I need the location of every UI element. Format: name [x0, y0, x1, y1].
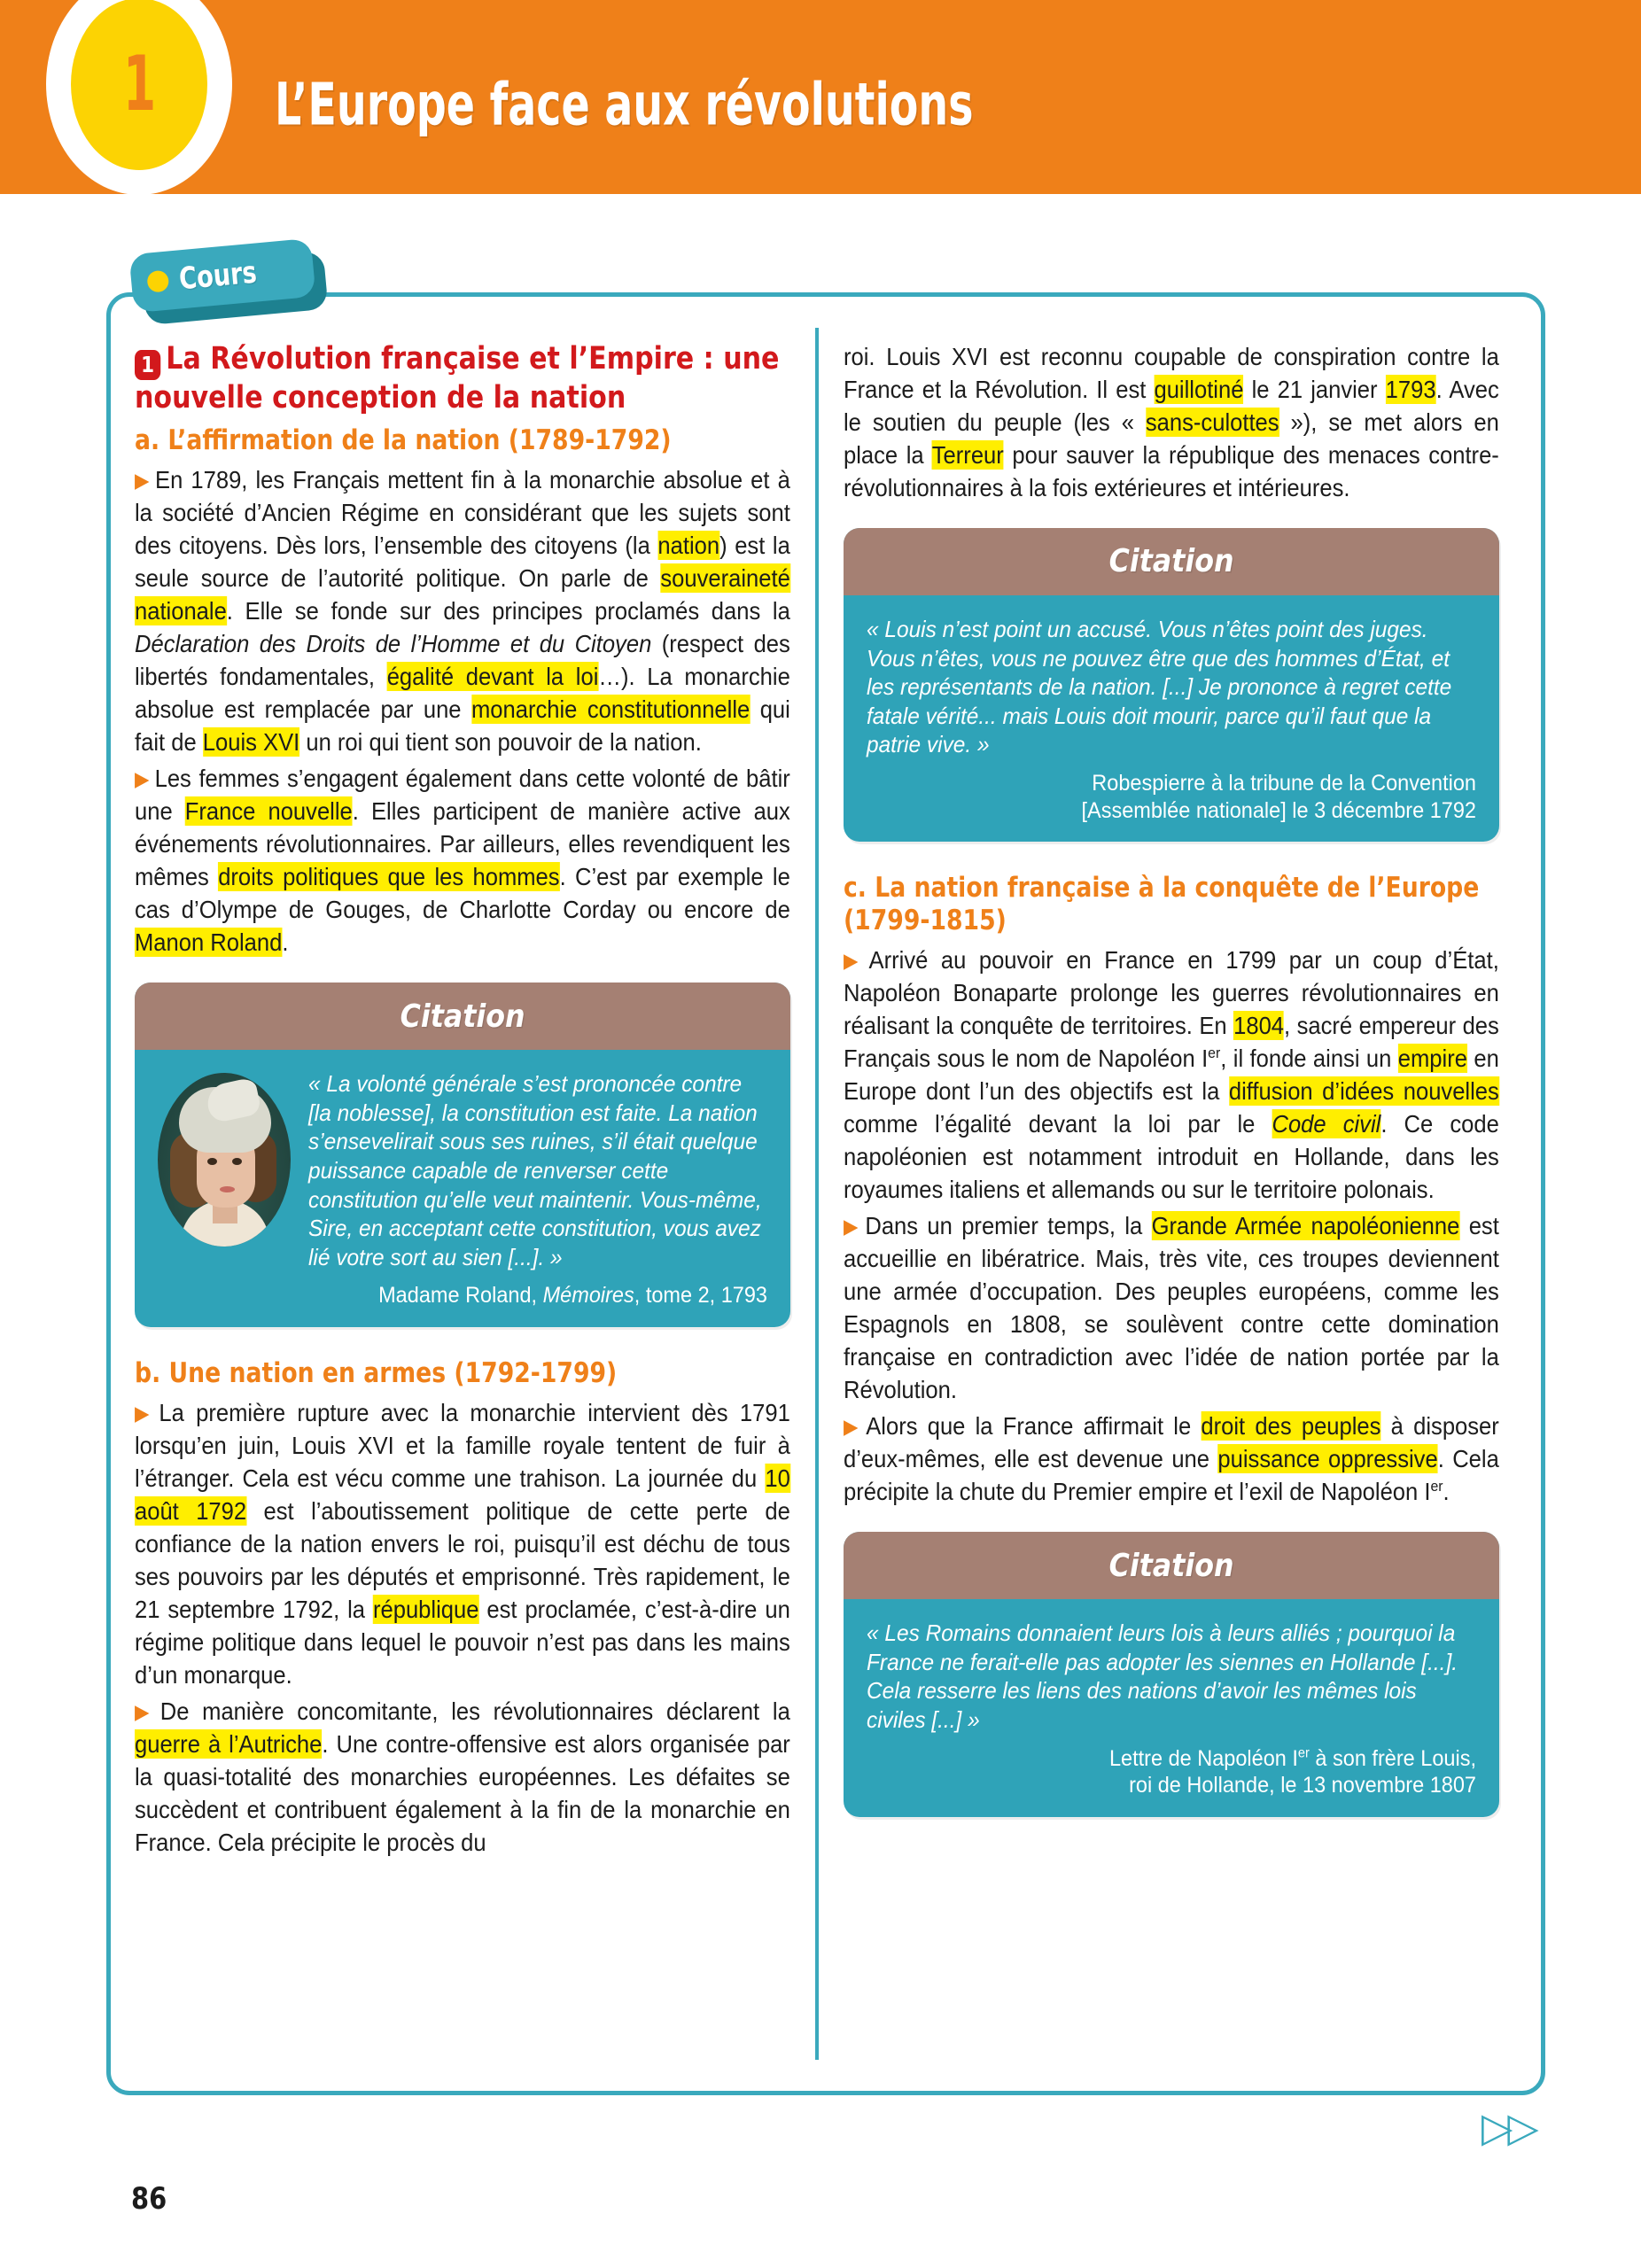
text-run: . Ce code napoléonien est notamment introduit en Hollande, dans les royaumes italiens et allemands ou sur le territoire polonais.: [844, 1110, 1499, 1204]
text-run: Arrivé au pouvoir en France en 1799 par un coup d’État, Napoléon Bonaparte prolonge les guerres révolutionnaires en réalisant la conquête de territoires. En: [844, 946, 1499, 1040]
ordinal-superscript: er: [1430, 1478, 1443, 1495]
highlight-term: guerre à l’Autriche: [135, 1729, 323, 1758]
text-run: Lettre de Napoléon I: [1108, 1745, 1298, 1771]
subsection-heading-b: b. Une nation en armes (1792-1799): [135, 1356, 618, 1389]
citation-source: [903, 1745, 1476, 1799]
highlight-term: 1804: [1233, 1012, 1285, 1040]
citation-card-roland: [135, 983, 790, 1327]
highlight-term: droit des peuples: [1201, 1412, 1381, 1441]
italic-title: Déclaration des Droits de l’Homme et du Citoyen: [135, 630, 652, 658]
italic-title: Mémoires: [542, 1283, 634, 1309]
portrait-madame-roland: [158, 1073, 291, 1247]
chapter-number-badge: [71, 0, 207, 170]
text-run: Dans un premier temps, la: [865, 1212, 1152, 1240]
highlight-term: Manon Roland: [135, 928, 283, 957]
highlight-term: égalité devant la loi: [386, 663, 599, 691]
text-run: La première rupture avec la monarchie intervient dès 1791 lorsqu’en juin, Louis XVI et la famille royale tentent de fuir à l’étranger. Cela est vécu comme une trahison. La journée du: [135, 1399, 790, 1493]
highlight-term: Terreur: [931, 440, 1004, 469]
subsection-heading-c: c. La nation française à la conquête de l’Europe (1799-1815): [844, 872, 1480, 937]
text-run: De manière concomitante, les révolutionnaires déclarent la: [159, 1697, 790, 1725]
text-run: Madame Roland,: [378, 1283, 543, 1309]
paragraph-c2: [844, 1210, 1499, 1407]
page-number: 86: [131, 2181, 167, 2217]
highlight-term: France nouvelle: [184, 797, 353, 826]
paragraph-a1: [135, 464, 790, 759]
text-run: en Europe dont l’un des objectifs est la: [844, 1045, 1499, 1106]
highlight-term: souveraineté nationale: [135, 564, 790, 625]
highlight-term: droits politiques que les hommes: [218, 863, 560, 891]
paragraph-r1: [844, 341, 1499, 505]
bullet-triangle-icon: ▶: [135, 1402, 155, 1425]
tab-cours[interactable]: [131, 246, 324, 315]
citation-header-label: Citation: [400, 998, 525, 1035]
column-divider: [815, 328, 819, 2060]
bullet-triangle-icon: ▶: [135, 469, 152, 493]
ordinal-superscript: er: [1297, 1745, 1310, 1761]
text-run: comme l’égalité devant la loi par le: [844, 1110, 1272, 1138]
text-run: roi. Louis XVI est reconnu coupable de conspiration contre la France et la Révolution. Il est: [844, 343, 1499, 403]
chapter-number-badge-wrapper: [46, 0, 232, 195]
next-page-arrows-icon[interactable]: ▷▷: [1482, 2103, 1534, 2151]
text-run: …). La monarchie absolue est remplacée par une: [135, 663, 790, 724]
paragraph-c3: [844, 1410, 1499, 1509]
text-run: est proclamée, c’est-à-dire un régime politique dans lequel le pouvoir n’est pas dans les mains d’un monarque.: [135, 1595, 790, 1689]
citation-card-robespierre: [844, 528, 1499, 842]
text-run: .: [1443, 1478, 1450, 1506]
citation-quote-text: « Louis n’est point un accusé. Vous n’êtes point des juges. Vous n’êtes, vous ne pouvez être que des hommes d’État, et les représentants de la nation. [...] Je prononce à regret cette fatale vérité... mais Louis doit mourir, parce qu’il faut que la patrie vive. »: [867, 615, 1452, 758]
text-run: Alors que la France affirmait le: [866, 1412, 1202, 1441]
section-number-badge: 1: [135, 350, 160, 380]
paragraph-c1: [844, 944, 1499, 1207]
bullet-triangle-icon: ▶: [135, 1699, 157, 1723]
text-run: »), se met alors en place la: [844, 408, 1499, 469]
section-heading: [135, 341, 789, 416]
chapter-header-banner: [0, 0, 1641, 193]
highlight-term: diffusion d’idées nouvelles: [1228, 1077, 1499, 1106]
text-run: , il fonde ainsi un: [1220, 1045, 1398, 1073]
text-run: un roi qui tient son pouvoir de la nation.: [299, 728, 702, 757]
text-run: . Elle se fonde sur des principes proclamés dans la: [226, 597, 790, 625]
citation-body: [844, 1599, 1499, 1817]
chapter-title: L’Europe face aux révolutions: [275, 70, 974, 139]
text-run: , sacré empereur des Français sous le nom de Napoléon I: [844, 1012, 1499, 1073]
citation-source-line: [903, 1745, 1476, 1773]
highlight-term: sans-culottes: [1145, 408, 1279, 436]
citation-source-line: [Assemblée nationale] le 3 décembre 1792: [1081, 797, 1476, 823]
text-run: Les femmes s’engagent également dans cette volonté de bâtir une: [135, 765, 790, 826]
highlight-term: nation: [657, 532, 720, 560]
citation-source-line: roi de Hollande, le 13 novembre 1807: [1129, 1773, 1476, 1798]
text-run: . Cela précipite la chute du Premier empire et l’exil de Napoléon I: [844, 1445, 1499, 1506]
text-run: . C’est par exemple le cas d’Olympe de Gouges, de Charlotte Corday ou encore de: [135, 863, 790, 924]
citation-header-label: Citation: [1108, 543, 1234, 580]
highlight-term: Grande Armée napoléonienne: [1151, 1212, 1460, 1240]
paragraph-b2: [135, 1696, 790, 1860]
highlight-italic-term: Code civil: [1272, 1110, 1381, 1138]
highlight-term: puissance oppressive: [1217, 1445, 1438, 1473]
text-run: est accueillie en libératrice. Mais, très vite, ces troupes deviennent une armée d’occupation. Des peuples européens, comme les Espagnols en 1808, se soulèvent contre cette domination française en contradiction avec l’idée de nation portée par la Révolution.: [844, 1212, 1499, 1404]
tab-cours-label: Cours: [177, 254, 259, 298]
text-run: qui fait de: [135, 695, 790, 757]
paragraph-b1: [135, 1397, 790, 1692]
bullet-triangle-icon: ▶: [844, 1215, 861, 1239]
highlight-term: empire: [1397, 1045, 1467, 1073]
text-run: est l’aboutissement politique de cette perte de confiance de la nation envers le roi, puisqu’il est déchu de tous ses pouvoirs par les députés et emprisonné. Très rapidement, le 21 septembre 1792, la: [135, 1497, 790, 1623]
citation-source: [336, 1282, 767, 1309]
text-run: à son frère Louis,: [1309, 1745, 1476, 1771]
text-run: , tome 2, 1793: [634, 1283, 767, 1309]
bullet-triangle-icon: ▶: [135, 767, 151, 791]
highlight-term: guillotiné: [1154, 375, 1244, 403]
citation-source-line: Robespierre à la tribune de la Convention: [1092, 771, 1476, 796]
text-run: En 1789, les Français mettent fin à la monarchie absolue et à la société d’Ancien Régime en considérant que les sujets sont des citoyens. Dès lors, l’ensemble des citoyens (la: [135, 466, 790, 560]
text-run: . Une contre-offensive est alors organisée par la quasi-totalité des monarchies européennes. Les défaites se succèdent et contribuent également à la fin de la monarchie en France. Cela précipite le procès du: [135, 1729, 790, 1856]
subsection-heading-a: a. L’affirmation de la nation (1789-1792): [135, 424, 672, 457]
section-heading-text: La Révolution française et l’Empire : une nouvelle conception de la nation: [135, 341, 780, 416]
citation-header: [844, 1532, 1499, 1599]
highlight-term: 1793: [1385, 375, 1436, 403]
highlight-term: 10 août 1792: [135, 1464, 790, 1526]
text-run: à disposer d’eux-mêmes, elle est devenue une: [844, 1412, 1499, 1473]
text-run: le 21 janvier: [1243, 375, 1386, 403]
citation-source: [903, 770, 1476, 824]
text-run: (respect des libertés fondamentales,: [135, 630, 790, 691]
bullet-triangle-icon: ▶: [844, 1415, 862, 1439]
citation-header: [135, 983, 790, 1050]
highlight-term: Louis XVI: [202, 728, 300, 757]
paragraph-a2: [135, 763, 790, 959]
citation-body: [135, 1050, 790, 1327]
left-column: [135, 341, 790, 1863]
citation-quote-text: « La volonté générale s’est prononcée contre [la noblesse], la constitution est faite. La nation s’ensevelirait sous ses ruines, s’il était quelque puissance capable de renverser cette constitution qu’elle veut maintenir. Vous-même, Sire, en acceptant cette constitution, vous avez lié votre sort au sien [...]. »: [308, 1070, 762, 1270]
highlight-term: république: [372, 1595, 479, 1623]
citation-header: [844, 528, 1499, 595]
chapter-number: 1: [123, 40, 155, 128]
citation-body: [844, 595, 1499, 842]
text-run: pour sauver la république des menaces contre-révolutionnaires à la fois extérieures et intérieures.: [844, 440, 1499, 501]
citation-header-label: Citation: [1108, 1547, 1234, 1584]
text-run: . Avec le soutien du peuple (les «: [844, 375, 1499, 436]
citation-card-napoleon: [844, 1532, 1499, 1817]
highlight-term: monarchie constitutionnelle: [471, 695, 751, 724]
text-run: .: [282, 928, 289, 957]
right-column: [844, 341, 1499, 1826]
citation-quote-text: « Les Romains donnaient leurs lois à leurs alliés ; pourquoi la France ne ferait-elle pas adopter les siennes en Hollande [...]. Cela resserre les liens des nations d’avoir les mêmes lois civiles [...] »: [867, 1619, 1458, 1734]
text-run: ) est la seule source de l’autorité politique. On parle de: [135, 532, 790, 593]
bullet-dot-icon: [146, 270, 169, 293]
bullet-triangle-icon: ▶: [844, 949, 865, 973]
text-run: . Elles participent de manière active aux événements révolutionnaires. Par ailleurs, elles revendiquent les mêmes: [135, 797, 790, 891]
ordinal-superscript: er: [1208, 1045, 1221, 1062]
